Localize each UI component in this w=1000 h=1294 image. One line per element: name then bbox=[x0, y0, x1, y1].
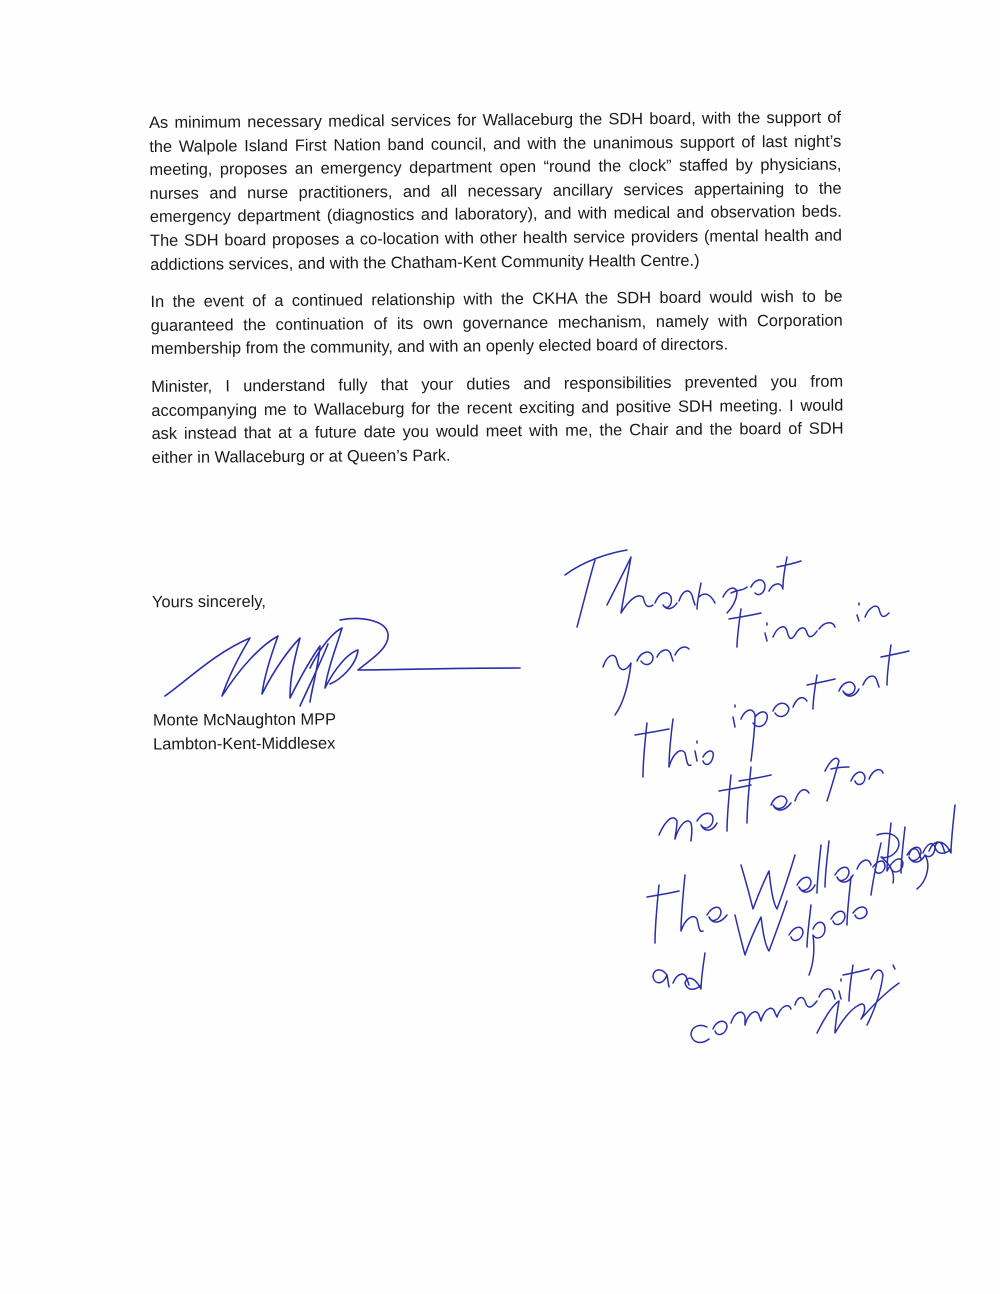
paragraph-governance: In the event of a continued relationship with the CKHA the SDH board would wish to be guaranteed the continuation of its own governance mechanism, namely with Corporation membership from the community, and with an openly elected board of directors. bbox=[150, 287, 843, 359]
closing-salutation: Yours sincerely, bbox=[151, 592, 266, 612]
signer-block bbox=[153, 708, 336, 757]
signer-riding: Lambton-Kent-Middlesex bbox=[153, 734, 336, 754]
letter-body bbox=[149, 107, 844, 485]
signer-name: Monte McNaughton MPP bbox=[152, 710, 337, 730]
paragraph-medical-services: As minimum necessary medical services for Wallaceburg the SDH board, with the support of the Walpole Island First Nation band council, and with the unanimous support of last night’s meeting, proposes an emergency department open “round the clock” staffed by physicians, nurses and nurse practitioners, and all necessary ancillary services appertaining to the emergency department (diagnostics and laboratory), and with medical and observation beds. The SDH board proposes a co-location with other health service providers (mental health and addictions services, and with the Chatham-Kent Community Health Centre.) bbox=[149, 108, 843, 274]
signature bbox=[160, 598, 530, 713]
handwritten-note bbox=[555, 505, 975, 1045]
paragraph-meeting-request: Minister, I understand fully that your duties and responsibilities prevented you from accompanying me to Wallaceburg for the recent exciting and positive SDH meeting. I would ask instead that at a future date you would meet with me, the Chair and the board of SDH either in Wallaceburg or at Queen’s Park. bbox=[151, 372, 844, 467]
